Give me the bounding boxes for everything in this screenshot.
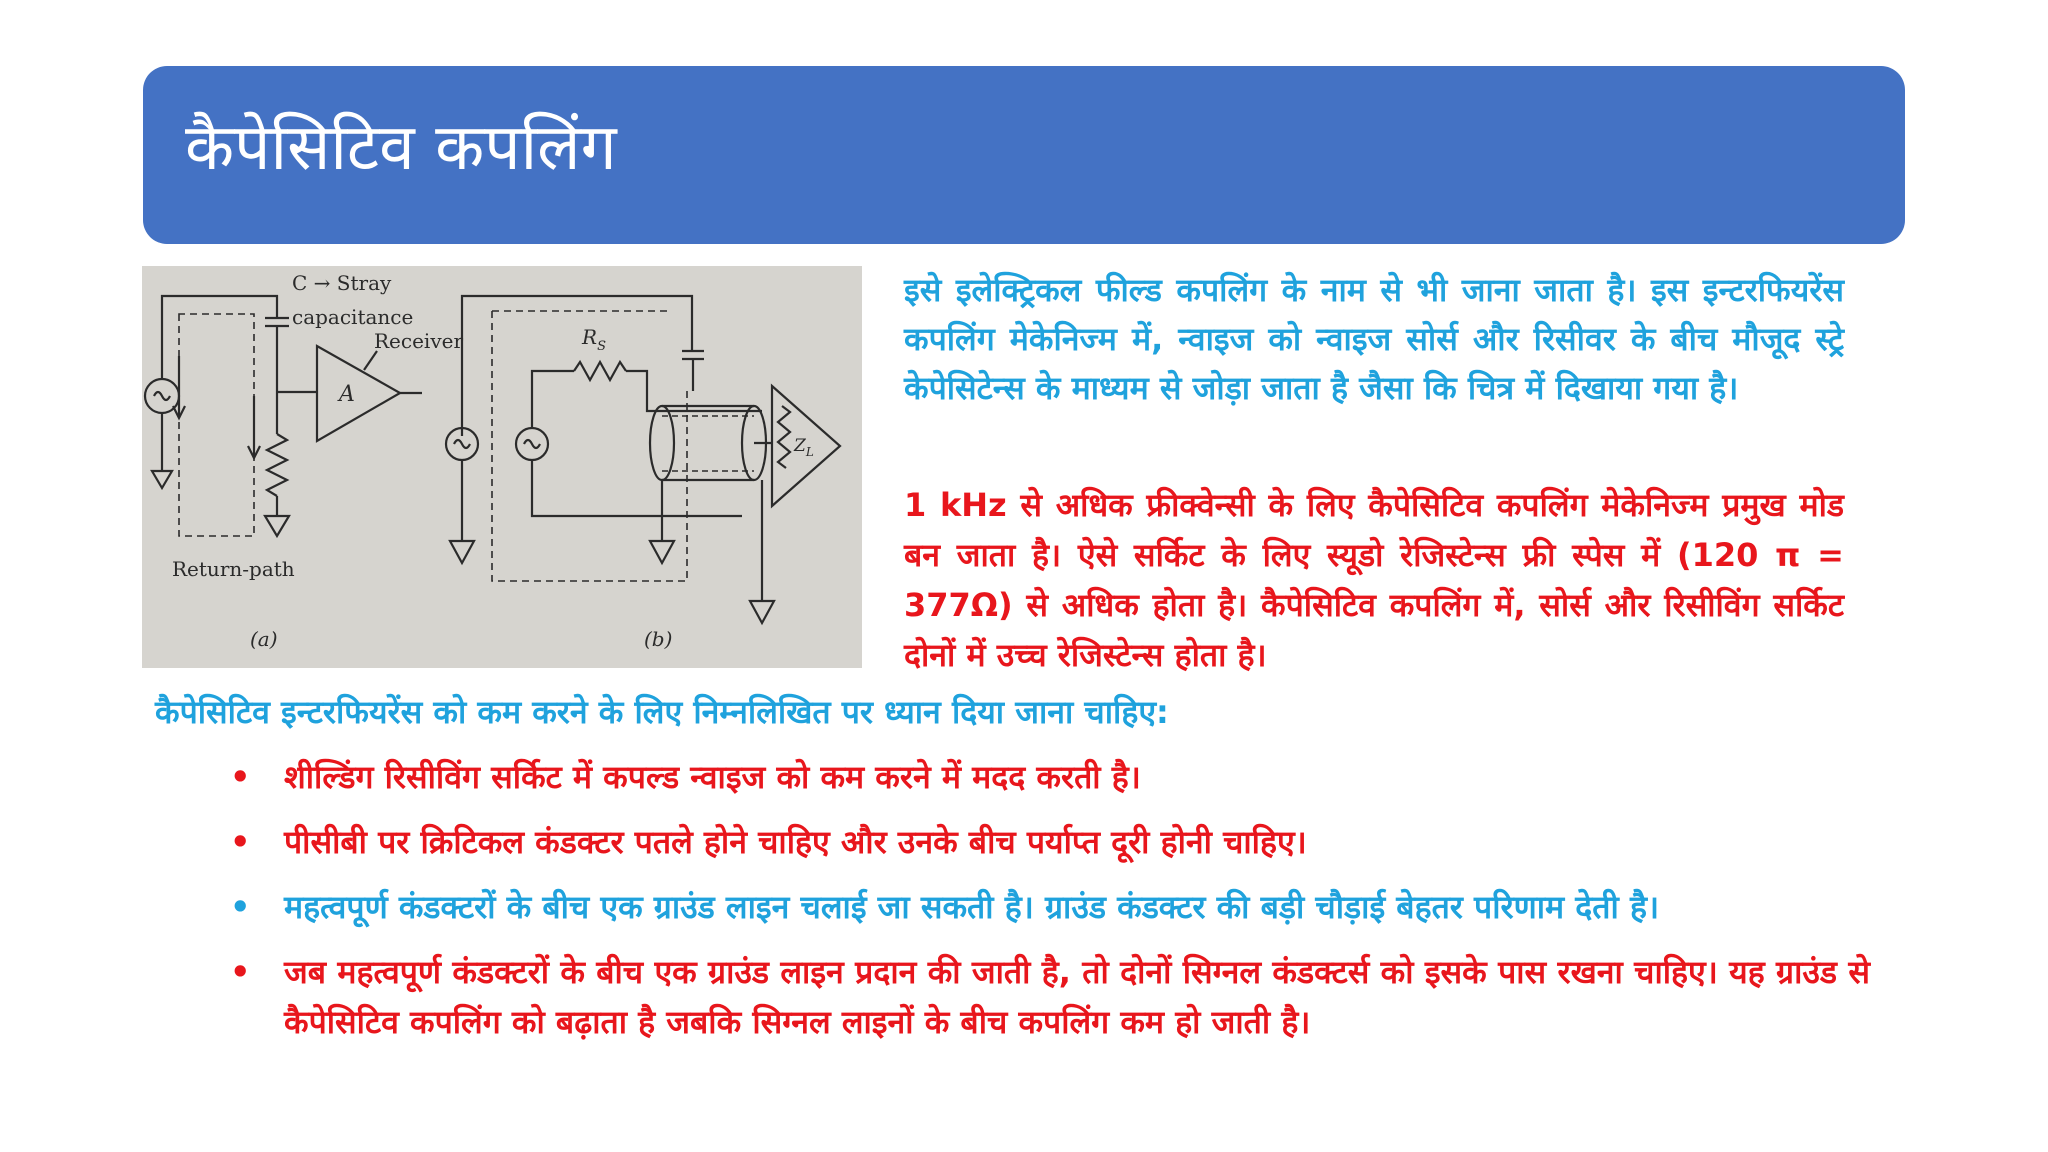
bullet-list (230, 752, 1870, 1062)
amp-label: A (339, 382, 355, 407)
bullet-icon: • (230, 758, 251, 796)
bullet-text: शील्डिंग रिसीविंग सर्किट में कपल्ड न्वाइज को कम करने में मदद करती है। (284, 758, 1141, 796)
receiver-label: Receiver (374, 329, 464, 353)
paragraph-frequency-note: 1 kHz से अधिक फ्रीक्वेन्सी के लिए कैपेसिटिव कपलिंग मेकेनिज्म प्रमुख मोड बन जाता है। ऐसे सर्किट के लिए स्यूडो रेजिस्टेन्स फ्री स्पेस में (120 π = 377Ω) से अधिक होता है। कैपेसिटिव कपलिंग में, सोर्स और रिसीविंग सर्किट दोनों में उच्च रेजिस्टेन्स होता है। (904, 486, 1844, 674)
title-bar (143, 66, 1905, 244)
rs-label (581, 325, 606, 354)
zl-letter: Z (794, 436, 806, 456)
capacitance-label: capacitance (292, 305, 414, 329)
bullet-text: महत्वपूर्ण कंडक्टरों के बीच एक ग्राउंड लाइन चलाई जा सकती है। ग्राउंड कंडक्टर की बड़ी चौड़ाई बेहतर परिणाम देती है। (284, 888, 1660, 926)
bullet-item (230, 752, 1870, 802)
zl-subscript: L (805, 445, 814, 459)
rs-subscript: S (597, 339, 606, 354)
bullet-icon: • (230, 823, 251, 861)
slide-title: कैपेसिटिव कपलिंग (185, 111, 617, 185)
bullet-icon: • (230, 953, 251, 991)
stray-label: C → Stray (292, 271, 392, 295)
circuit-figure (142, 266, 862, 668)
return-path-label: Return-path (172, 557, 295, 581)
caption-a: (a) (250, 627, 278, 651)
zl-label (793, 436, 814, 459)
circuit-diagram (142, 266, 862, 668)
bullet-item (230, 882, 1870, 932)
intro-line: कैपेसिटिव इन्टरफियरेंस को कम करने के लिए निम्नलिखित पर ध्यान दिया जाना चाहिए: (155, 693, 1169, 731)
bullet-icon: • (230, 888, 251, 926)
rs-letter: R (582, 325, 598, 349)
paragraph-electric-field-coupling: इसे इलेक्ट्रिकल फील्ड कपलिंग के नाम से भी जाना जाता है। इस इन्टरफियरेंस कपलिंग मेकेनिज्म में, न्वाइज को न्वाइज सोर्स और रिसीवर के बीच मौजूद स्ट्रे केपेसिटेन्स के माध्यम से जोड़ा जाता है जैसा कि चित्र में दिखाया गया है। (904, 271, 1844, 407)
bullet-item (230, 947, 1870, 1047)
bullet-text: जब महत्वपूर्ण कंडक्टरों के बीच एक ग्राउंड लाइन प्रदान की जाती है, तो दोनों सिग्नल कंडक्टर्स को इसके पास रखना चाहिए। यह ग्राउंड से कैपेसिटिव कपलिंग को बढ़ाता है जबकि सिग्नल लाइनों के बीच कपलिंग कम हो जाती है। (284, 953, 1870, 1041)
bullet-text: पीसीबी पर क्रिटिकल कंडक्टर पतले होने चाहिए और उनके बीच पर्याप्त दूरी होनी चाहिए। (284, 823, 1307, 861)
caption-b: (b) (644, 627, 673, 651)
bullet-item (230, 817, 1870, 867)
